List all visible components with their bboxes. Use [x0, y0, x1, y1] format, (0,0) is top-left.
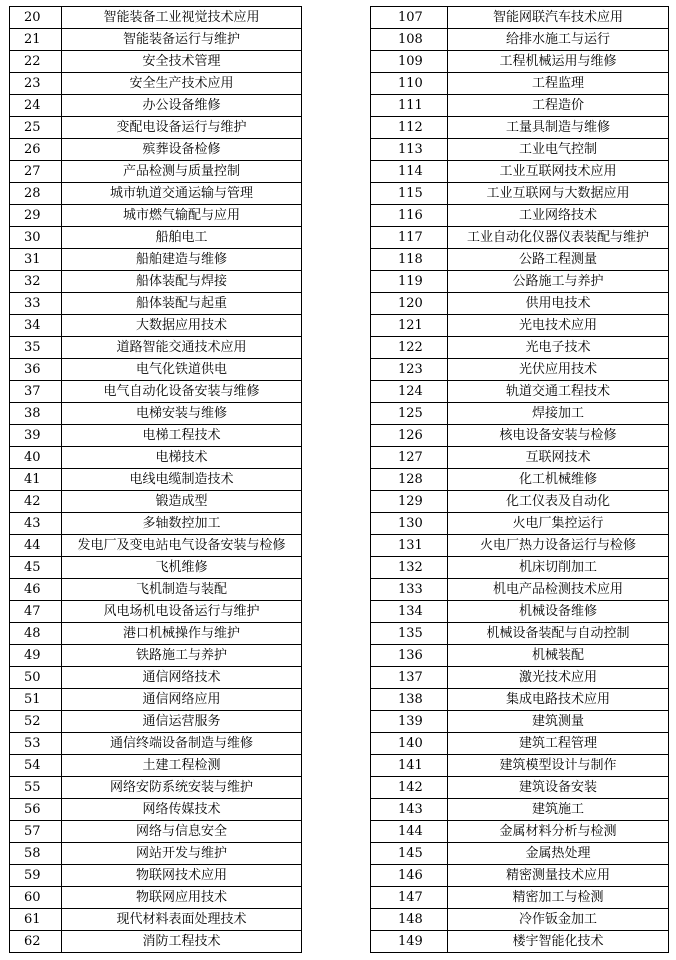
table-row — [10, 645, 302, 667]
row-number: 141 — [371, 755, 448, 777]
table-row — [10, 227, 302, 249]
table-row — [371, 623, 669, 645]
major-name: 现代材料表面处理技术 — [62, 909, 302, 931]
table-row — [10, 865, 302, 887]
major-name: 智能网联汽车技术应用 — [448, 7, 669, 29]
major-name: 智能装备运行与维护 — [62, 29, 302, 51]
row-number: 49 — [10, 645, 62, 667]
table-row — [371, 73, 669, 95]
major-name: 工量具制造与维修 — [448, 117, 669, 139]
table-row — [10, 623, 302, 645]
major-name: 殡葬设备检修 — [62, 139, 302, 161]
table-row — [10, 557, 302, 579]
table-row — [10, 117, 302, 139]
major-name: 精密测量技术应用 — [448, 865, 669, 887]
table-row — [10, 931, 302, 953]
row-number: 115 — [371, 183, 448, 205]
row-number: 142 — [371, 777, 448, 799]
row-number: 21 — [10, 29, 62, 51]
major-name: 光伏应用技术 — [448, 359, 669, 381]
row-number: 122 — [371, 337, 448, 359]
table-row — [371, 51, 669, 73]
row-number: 135 — [371, 623, 448, 645]
major-name: 产品检测与质量控制 — [62, 161, 302, 183]
row-number: 25 — [10, 117, 62, 139]
row-number: 139 — [371, 711, 448, 733]
row-number: 38 — [10, 403, 62, 425]
table-row — [10, 337, 302, 359]
row-number: 149 — [371, 931, 448, 953]
table-row — [371, 535, 669, 557]
row-number: 50 — [10, 667, 62, 689]
table-row — [371, 381, 669, 403]
table-row — [371, 227, 669, 249]
table-row — [371, 667, 669, 689]
major-name: 工业互联网与大数据应用 — [448, 183, 669, 205]
table-row — [10, 51, 302, 73]
table-row — [10, 887, 302, 909]
table-row — [371, 29, 669, 51]
table-row — [371, 337, 669, 359]
table-row — [10, 491, 302, 513]
table-row — [371, 711, 669, 733]
row-number: 23 — [10, 73, 62, 95]
major-name: 电线电缆制造技术 — [62, 469, 302, 491]
major-name: 船体装配与焊接 — [62, 271, 302, 293]
major-name: 智能装备工业视觉技术应用 — [62, 7, 302, 29]
row-number: 39 — [10, 425, 62, 447]
major-name: 船舶建造与维修 — [62, 249, 302, 271]
major-name: 建筑施工 — [448, 799, 669, 821]
major-name: 金属热处理 — [448, 843, 669, 865]
row-number: 60 — [10, 887, 62, 909]
table-row — [10, 799, 302, 821]
table-row — [10, 821, 302, 843]
row-number: 121 — [371, 315, 448, 337]
major-name: 轨道交通工程技术 — [448, 381, 669, 403]
row-number: 26 — [10, 139, 62, 161]
row-number: 107 — [371, 7, 448, 29]
table-left — [9, 6, 302, 953]
row-number: 129 — [371, 491, 448, 513]
table-row — [10, 139, 302, 161]
major-name: 办公设备维修 — [62, 95, 302, 117]
row-number: 58 — [10, 843, 62, 865]
row-number: 54 — [10, 755, 62, 777]
major-name: 工业网络技术 — [448, 205, 669, 227]
table-row — [371, 205, 669, 227]
major-name: 发电厂及变电站电气设备安装与检修 — [62, 535, 302, 557]
major-name: 电梯安装与维修 — [62, 403, 302, 425]
major-name: 电梯工程技术 — [62, 425, 302, 447]
row-number: 137 — [371, 667, 448, 689]
table-row — [10, 73, 302, 95]
major-name: 飞机维修 — [62, 557, 302, 579]
row-number: 24 — [10, 95, 62, 117]
table-row — [10, 777, 302, 799]
major-name: 建筑工程管理 — [448, 733, 669, 755]
table-row — [371, 359, 669, 381]
row-number: 120 — [371, 293, 448, 315]
row-number: 118 — [371, 249, 448, 271]
table-row — [371, 469, 669, 491]
table-row — [371, 117, 669, 139]
row-number: 108 — [371, 29, 448, 51]
major-name: 城市燃气输配与应用 — [62, 205, 302, 227]
major-name: 物联网技术应用 — [62, 865, 302, 887]
major-name: 船舶电工 — [62, 227, 302, 249]
row-number: 45 — [10, 557, 62, 579]
table-row — [10, 579, 302, 601]
row-number: 145 — [371, 843, 448, 865]
major-name: 供用电技术 — [448, 293, 669, 315]
table-row — [10, 29, 302, 51]
row-number: 140 — [371, 733, 448, 755]
table-row — [371, 7, 669, 29]
major-name: 安全生产技术应用 — [62, 73, 302, 95]
row-number: 146 — [371, 865, 448, 887]
table-row — [371, 733, 669, 755]
row-number: 46 — [10, 579, 62, 601]
major-name: 建筑测量 — [448, 711, 669, 733]
table-row — [371, 777, 669, 799]
table-row — [10, 425, 302, 447]
major-name: 建筑模型设计与制作 — [448, 755, 669, 777]
table-row — [10, 315, 302, 337]
major-name: 公路施工与养护 — [448, 271, 669, 293]
major-name: 城市轨道交通运输与管理 — [62, 183, 302, 205]
row-number: 52 — [10, 711, 62, 733]
table-row — [371, 95, 669, 117]
table-row — [371, 315, 669, 337]
major-name: 风电场机电设备运行与维护 — [62, 601, 302, 623]
major-name: 电气化铁道供电 — [62, 359, 302, 381]
major-name: 建筑设备安装 — [448, 777, 669, 799]
table-row — [371, 425, 669, 447]
row-number: 136 — [371, 645, 448, 667]
major-name: 机械设备维修 — [448, 601, 669, 623]
major-name: 网站开发与维护 — [62, 843, 302, 865]
table-row — [371, 909, 669, 931]
major-name: 机床切削加工 — [448, 557, 669, 579]
major-name: 锻造成型 — [62, 491, 302, 513]
major-name: 火电厂热力设备运行与检修 — [448, 535, 669, 557]
table-row — [10, 535, 302, 557]
table-row — [10, 711, 302, 733]
major-name: 网络与信息安全 — [62, 821, 302, 843]
row-number: 125 — [371, 403, 448, 425]
major-name: 核电设备安装与检修 — [448, 425, 669, 447]
row-number: 51 — [10, 689, 62, 711]
row-number: 110 — [371, 73, 448, 95]
table-row — [10, 733, 302, 755]
table-row — [371, 249, 669, 271]
row-number: 61 — [10, 909, 62, 931]
table-row — [371, 579, 669, 601]
row-number: 112 — [371, 117, 448, 139]
row-number: 40 — [10, 447, 62, 469]
table-row — [10, 403, 302, 425]
table-row — [10, 359, 302, 381]
major-name: 工业互联网技术应用 — [448, 161, 669, 183]
row-number: 53 — [10, 733, 62, 755]
table-row — [371, 293, 669, 315]
table-row — [10, 447, 302, 469]
row-number: 41 — [10, 469, 62, 491]
table-row — [371, 931, 669, 953]
major-name: 消防工程技术 — [62, 931, 302, 953]
row-number: 33 — [10, 293, 62, 315]
table-row — [10, 293, 302, 315]
row-number: 119 — [371, 271, 448, 293]
table-row — [10, 755, 302, 777]
major-name: 变配电设备运行与维护 — [62, 117, 302, 139]
row-number: 116 — [371, 205, 448, 227]
table-row — [10, 667, 302, 689]
row-number: 48 — [10, 623, 62, 645]
row-number: 131 — [371, 535, 448, 557]
table-row — [371, 755, 669, 777]
row-number: 59 — [10, 865, 62, 887]
major-name: 船体装配与起重 — [62, 293, 302, 315]
table-row — [10, 469, 302, 491]
row-number: 36 — [10, 359, 62, 381]
table-row — [371, 799, 669, 821]
row-number: 138 — [371, 689, 448, 711]
table-row — [10, 7, 302, 29]
major-name: 通信网络应用 — [62, 689, 302, 711]
row-number: 47 — [10, 601, 62, 623]
table-right — [370, 6, 669, 953]
major-name: 互联网技术 — [448, 447, 669, 469]
row-number: 43 — [10, 513, 62, 535]
row-number: 20 — [10, 7, 62, 29]
table-row — [371, 843, 669, 865]
row-number: 123 — [371, 359, 448, 381]
row-number: 114 — [371, 161, 448, 183]
major-name: 飞机制造与装配 — [62, 579, 302, 601]
row-number: 117 — [371, 227, 448, 249]
row-number: 132 — [371, 557, 448, 579]
major-name: 港口机械操作与维护 — [62, 623, 302, 645]
row-number: 144 — [371, 821, 448, 843]
table-row — [371, 821, 669, 843]
major-name: 楼宇智能化技术 — [448, 931, 669, 953]
row-number: 37 — [10, 381, 62, 403]
row-number: 44 — [10, 535, 62, 557]
major-name: 冷作钣金加工 — [448, 909, 669, 931]
major-name: 激光技术应用 — [448, 667, 669, 689]
row-number: 111 — [371, 95, 448, 117]
table-row — [371, 887, 669, 909]
row-number: 57 — [10, 821, 62, 843]
row-number: 130 — [371, 513, 448, 535]
row-number: 32 — [10, 271, 62, 293]
table-row — [371, 183, 669, 205]
row-number: 126 — [371, 425, 448, 447]
major-name: 工程机械运用与维修 — [448, 51, 669, 73]
major-name: 机械设备装配与自动控制 — [448, 623, 669, 645]
table-row — [371, 865, 669, 887]
table-row — [371, 161, 669, 183]
row-number: 28 — [10, 183, 62, 205]
major-name: 通信运营服务 — [62, 711, 302, 733]
row-number: 133 — [371, 579, 448, 601]
major-name: 物联网应用技术 — [62, 887, 302, 909]
table-row — [10, 689, 302, 711]
row-number: 35 — [10, 337, 62, 359]
major-name: 通信网络技术 — [62, 667, 302, 689]
table-row — [10, 513, 302, 535]
major-name: 网络传媒技术 — [62, 799, 302, 821]
table-row — [371, 403, 669, 425]
table-row — [371, 689, 669, 711]
major-name: 机电产品检测技术应用 — [448, 579, 669, 601]
table-row — [10, 381, 302, 403]
major-name: 焊接加工 — [448, 403, 669, 425]
major-name: 光电子技术 — [448, 337, 669, 359]
major-name: 工程造价 — [448, 95, 669, 117]
row-number: 22 — [10, 51, 62, 73]
major-name: 化工机械维修 — [448, 469, 669, 491]
row-number: 55 — [10, 777, 62, 799]
row-number: 27 — [10, 161, 62, 183]
major-name: 道路智能交通技术应用 — [62, 337, 302, 359]
row-number: 31 — [10, 249, 62, 271]
major-name: 精密加工与检测 — [448, 887, 669, 909]
major-name: 电梯技术 — [62, 447, 302, 469]
table-row — [10, 909, 302, 931]
table-row — [371, 557, 669, 579]
row-number: 134 — [371, 601, 448, 623]
major-name: 土建工程检测 — [62, 755, 302, 777]
major-name: 铁路施工与养护 — [62, 645, 302, 667]
row-number: 143 — [371, 799, 448, 821]
row-number: 56 — [10, 799, 62, 821]
table-right-body — [371, 7, 669, 953]
row-number: 147 — [371, 887, 448, 909]
major-name: 集成电路技术应用 — [448, 689, 669, 711]
major-name: 机械装配 — [448, 645, 669, 667]
major-name: 光电技术应用 — [448, 315, 669, 337]
table-left-body — [10, 7, 302, 953]
table-row — [371, 139, 669, 161]
major-name: 给排水施工与运行 — [448, 29, 669, 51]
table-row — [10, 601, 302, 623]
row-number: 109 — [371, 51, 448, 73]
row-number: 62 — [10, 931, 62, 953]
major-name: 多轴数控加工 — [62, 513, 302, 535]
major-name: 网络安防系统安装与维护 — [62, 777, 302, 799]
row-number: 128 — [371, 469, 448, 491]
table-row — [10, 249, 302, 271]
major-name: 公路工程测量 — [448, 249, 669, 271]
major-name: 工程监理 — [448, 73, 669, 95]
table-row — [371, 447, 669, 469]
row-number: 29 — [10, 205, 62, 227]
table-row — [10, 271, 302, 293]
major-name: 金属材料分析与检测 — [448, 821, 669, 843]
table-row — [10, 183, 302, 205]
row-number: 30 — [10, 227, 62, 249]
row-number: 42 — [10, 491, 62, 513]
table-row — [10, 843, 302, 865]
row-number: 127 — [371, 447, 448, 469]
major-name: 大数据应用技术 — [62, 315, 302, 337]
table-row — [371, 513, 669, 535]
row-number: 124 — [371, 381, 448, 403]
major-name: 通信终端设备制造与维修 — [62, 733, 302, 755]
table-row — [10, 161, 302, 183]
table-row — [371, 645, 669, 667]
table-row — [371, 271, 669, 293]
major-name: 火电厂集控运行 — [448, 513, 669, 535]
row-number: 34 — [10, 315, 62, 337]
major-name: 电气自动化设备安装与维修 — [62, 381, 302, 403]
major-name: 工业自动化仪器仪表装配与维护 — [448, 227, 669, 249]
table-row — [10, 95, 302, 117]
row-number: 113 — [371, 139, 448, 161]
table-row — [10, 205, 302, 227]
table-row — [371, 601, 669, 623]
table-row — [371, 491, 669, 513]
row-number: 148 — [371, 909, 448, 931]
major-name: 安全技术管理 — [62, 51, 302, 73]
major-name: 工业电气控制 — [448, 139, 669, 161]
major-name: 化工仪表及自动化 — [448, 491, 669, 513]
